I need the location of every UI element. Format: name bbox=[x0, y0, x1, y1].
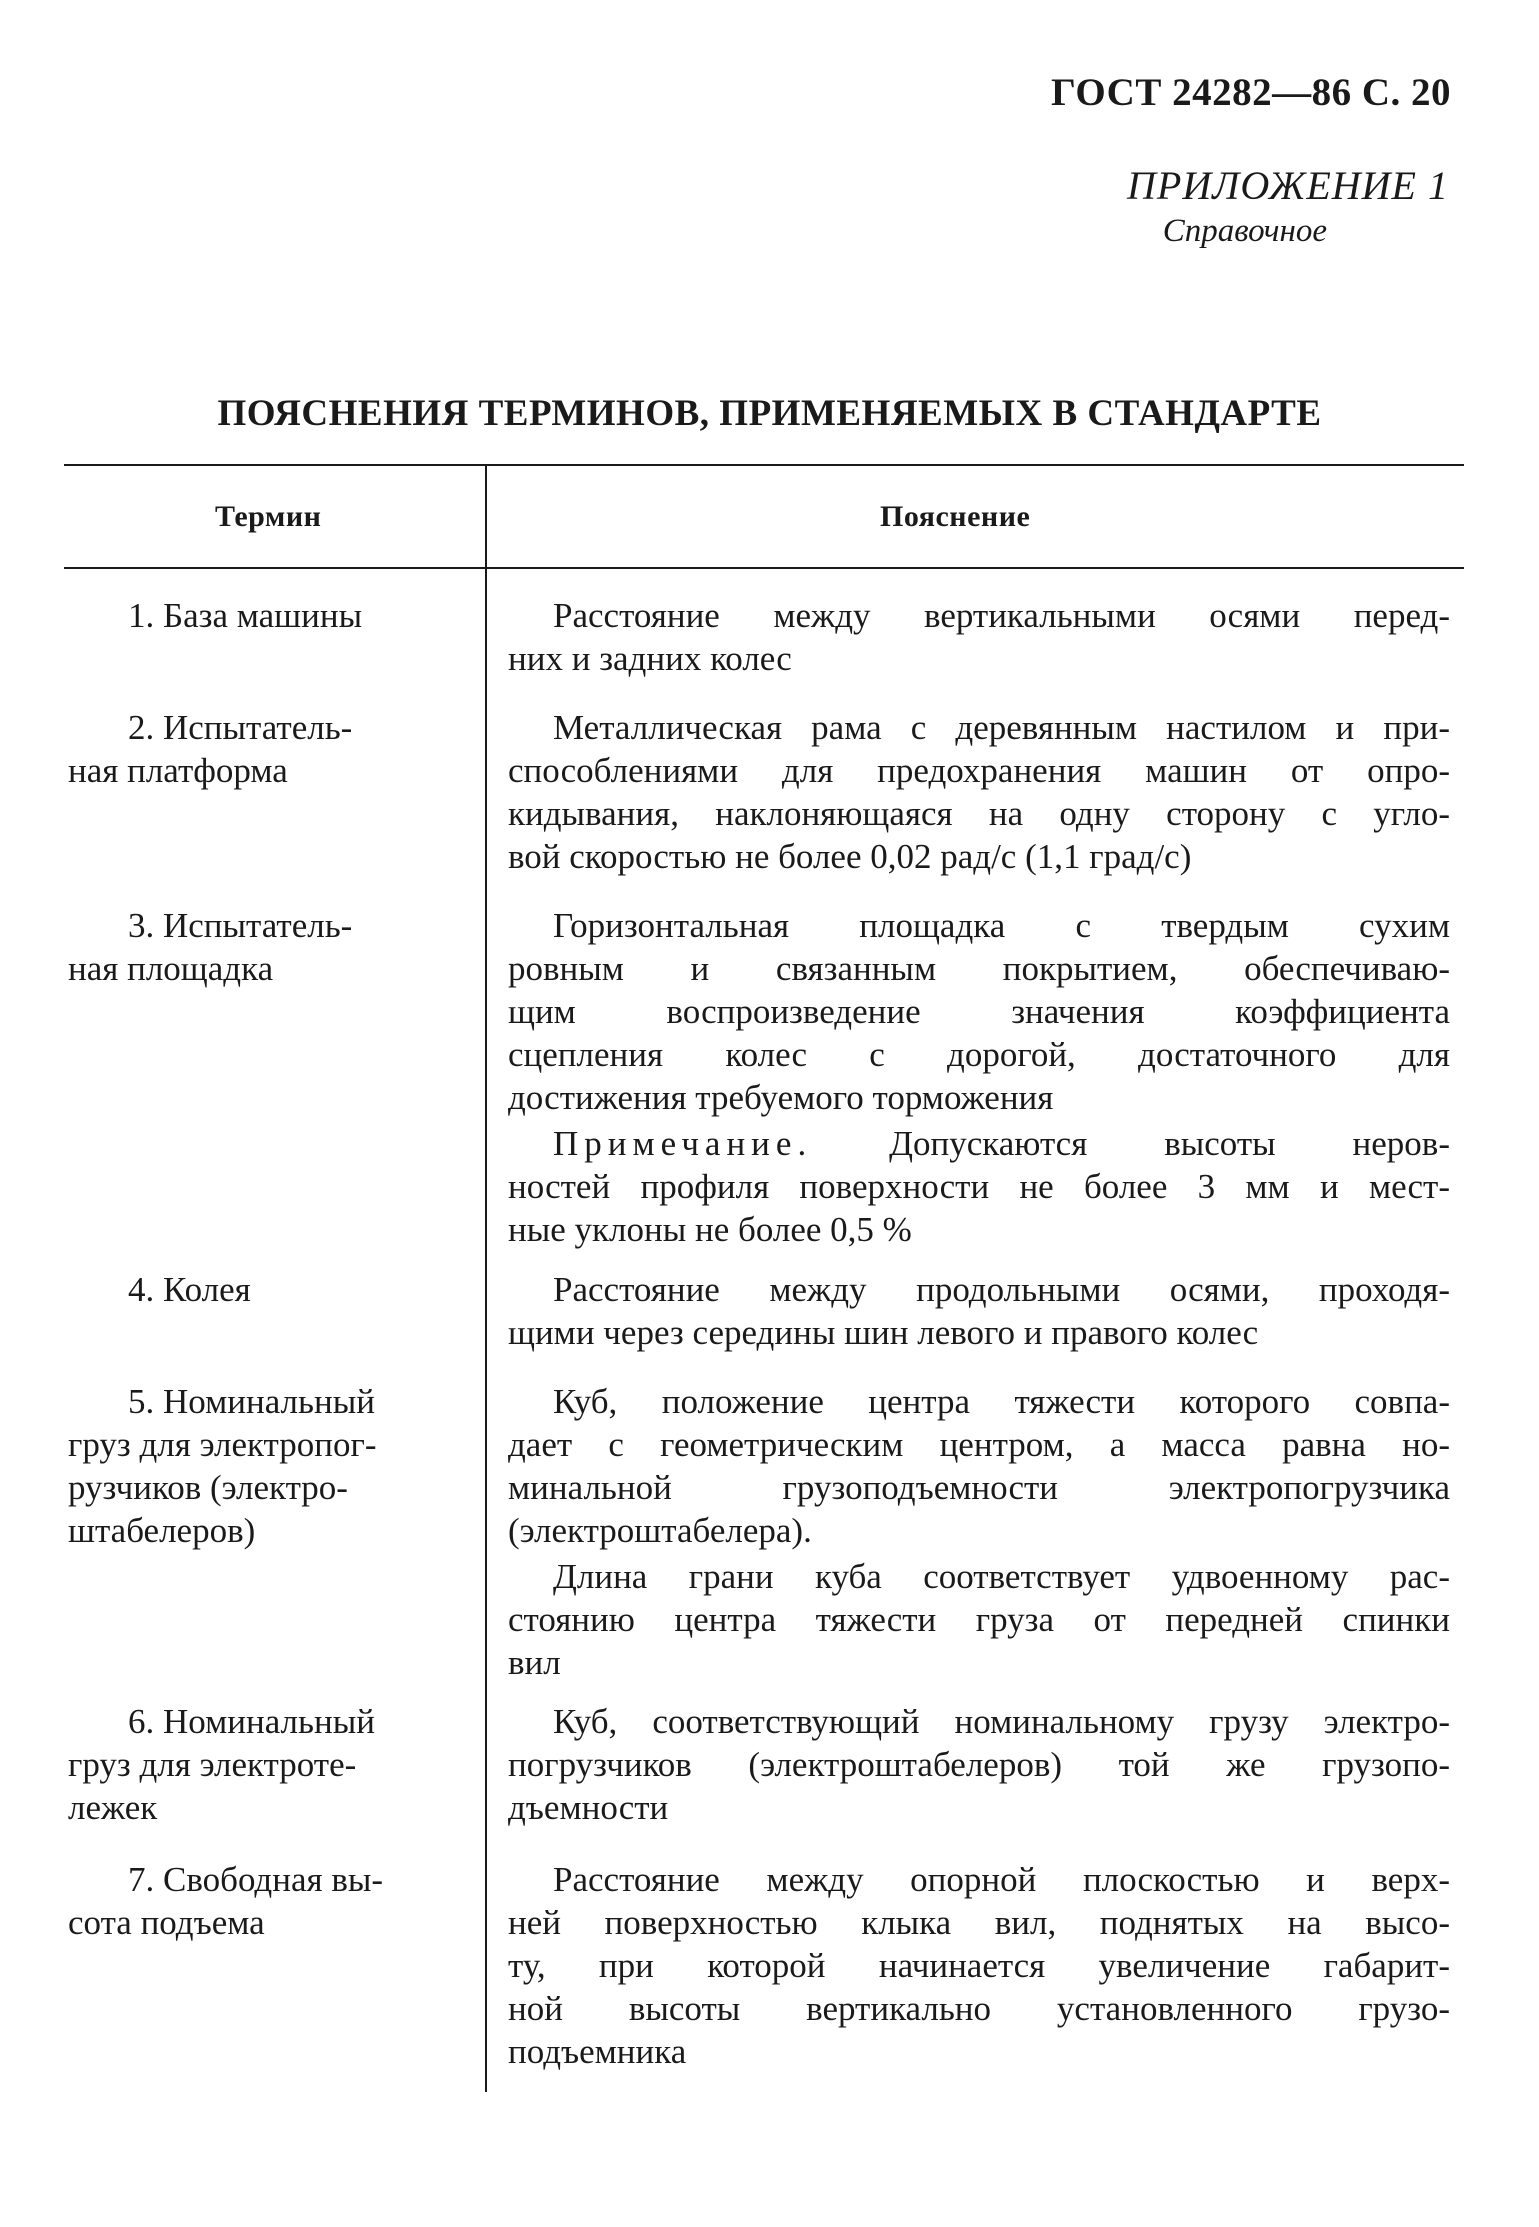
column-header-explanation: Пояснение bbox=[880, 500, 1031, 533]
term-6: 6. Номинальный груз для электроте- лежек bbox=[68, 1702, 375, 1827]
explanation-6: Куб, соответствующий номинальному грузу электро- погрузчиков (электроштабелеров) той же грузопо- дъемности bbox=[508, 1702, 1450, 1827]
explanation-3: Горизонтальная площадка с твердым сухим ровным и связанным покрытием, обеспечиваю- щим воспроизведение значения коэффициента сцепления колес с дорогой, достаточного для достижения требуемого торможения Примечание. Допускаются высоты неров- ностей профиля поверхности не более 3 мм и мест- ные уклоны не более 0,5 % bbox=[508, 906, 1450, 1249]
appendix-number: ПРИЛОЖЕНИЕ 1 bbox=[1127, 163, 1449, 208]
explanation-2: Металлическая рама с деревянным настилом и при- способлениями для предохранения машин от опро- кидывания, наклоняющаяся на одну сторону с угло- вой скоростью не более 0,02 рад/с (1,1 град/с) bbox=[508, 708, 1450, 876]
term-4: 4. Колея bbox=[128, 1270, 251, 1309]
page-title: ПОЯСНЕНИЯ ТЕРМИНОВ, ПРИМЕНЯЕМЫХ В СТАНДАРТЕ bbox=[217, 393, 1322, 434]
explanation-4: Расстояние между продольными осями, проходя- щими через середины шин левого и правого колес bbox=[508, 1270, 1450, 1352]
table-column-divider bbox=[485, 466, 487, 2092]
explanation-1: Расстояние между вертикальными осями перед- них и задних колес bbox=[508, 596, 1450, 678]
term-5: 5. Номинальный груз для электропог- рузчиков (электро- штабелеров) bbox=[68, 1382, 377, 1550]
term-1: 1. База машины bbox=[128, 596, 363, 635]
note-line: Примечание. Допускаются высоты неров- bbox=[553, 1124, 1450, 1163]
table-header-rule bbox=[64, 567, 1464, 569]
note-label: Примечание. bbox=[553, 1124, 813, 1163]
term-7: 7. Свободная вы- сота подъема bbox=[68, 1860, 384, 1942]
standard-code-header: ГОСТ 24282—86 С. 20 bbox=[1051, 71, 1451, 114]
explanation-5: Куб, положение центра тяжести которого совпа- дает с геометрическим центром, а масса равна но- минальной грузоподъемности электропогрузчика (электроштабелера). Длина грани куба соответствует удвоенному рас- стоянию центра тяжести груза от передней спинки вил bbox=[508, 1382, 1450, 1682]
appendix-label bbox=[1127, 162, 1449, 252]
appendix-kind: Справочное bbox=[1162, 213, 1327, 249]
term-2: 2. Испытатель- ная платформа bbox=[68, 708, 353, 790]
term-3: 3. Испытатель- ная площадка bbox=[68, 906, 353, 988]
column-header-term: Термин bbox=[215, 500, 322, 533]
explanation-7: Расстояние между опорной плоскостью и верх- ней поверхностью клыка вил, поднятых на высо- ту, при которой начинается увеличение габарит- ной высоты вертикально установленного грузо- подъемника bbox=[508, 1860, 1450, 2071]
table-top-rule bbox=[64, 464, 1464, 466]
